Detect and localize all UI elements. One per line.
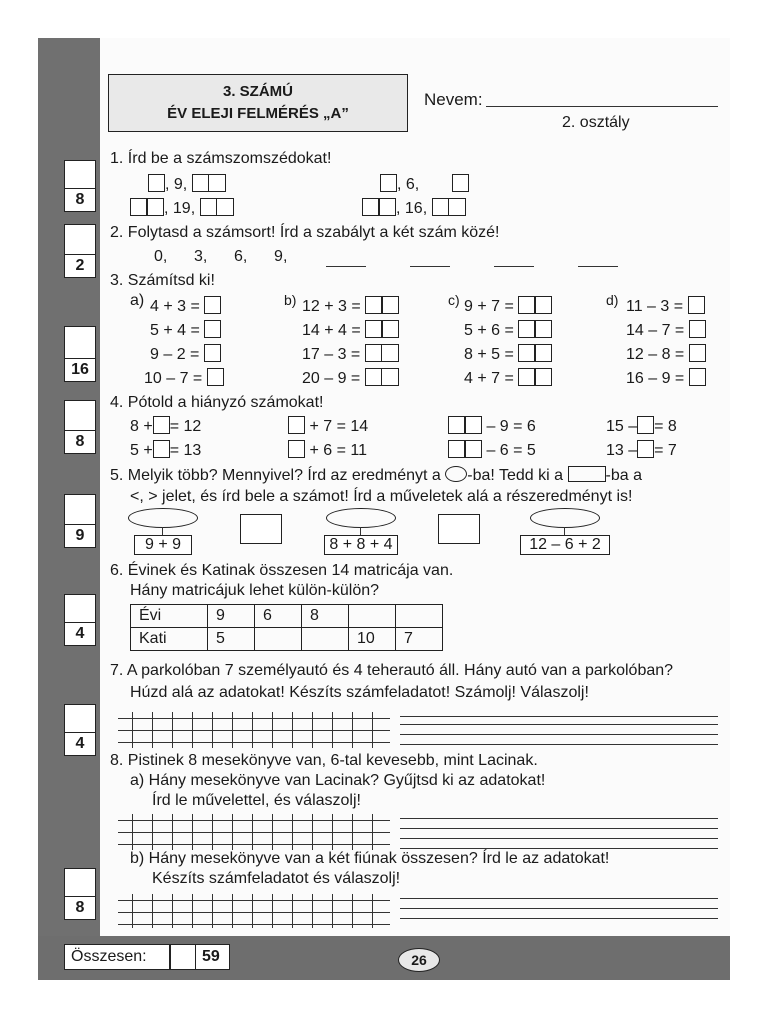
q1-row-a [148, 174, 226, 194]
name-label: Nevem: [424, 90, 483, 109]
q4-text: + 7 = 14 [309, 418, 369, 435]
q1-text: , 19, [164, 200, 196, 217]
q4-r1-a [130, 416, 201, 436]
answer-box[interactable] [637, 416, 654, 434]
q1-row-b [380, 174, 469, 194]
grid-tick [372, 712, 373, 748]
q2-sequence: 0, 3, 6, 9, [154, 248, 288, 265]
answer-box[interactable] [688, 296, 705, 314]
answer-box[interactable] [288, 440, 305, 458]
answer-box[interactable] [365, 320, 399, 338]
grid-tick [172, 814, 173, 850]
q3-expr: 14 – 7 = [626, 322, 685, 339]
q2-label: 2. Folytasd a számsort! Írd a szabályt a két szám közé! [110, 224, 500, 241]
q3-expr: 5 + 4 = [150, 322, 200, 339]
q8b-answer-lines[interactable] [400, 894, 718, 928]
connector-line [360, 527, 361, 535]
q4-label: 4. Pótold a hiányzó számokat! [110, 394, 324, 411]
q3-d3 [626, 344, 706, 364]
grid-tick [132, 894, 133, 928]
q8-b-line1: b) Hány mesekönyve van a két fiúnak összesen? Írd le az adatokat! [130, 850, 610, 867]
q8-a-line2: Írd le művelettel, és válaszolj! [152, 792, 361, 809]
score-q1: 8 [64, 188, 96, 212]
name-line[interactable] [486, 106, 718, 107]
score-q4: 8 [64, 430, 96, 454]
grid-line [118, 820, 390, 821]
q3-c3 [464, 344, 552, 364]
connector-line [564, 527, 565, 535]
q8-a-line1: a) Hány mesekönyve van Lacinak? Gyűjtsd ki az adatokat! [130, 772, 546, 789]
blank-line[interactable] [494, 266, 534, 267]
grid-tick [292, 712, 293, 748]
q4-r1-d [606, 416, 677, 436]
table-row [131, 628, 443, 651]
q4-r2-c [448, 440, 536, 460]
q3-expr: 10 – 7 = [144, 370, 203, 387]
answer-line [400, 848, 718, 849]
grid-line [118, 924, 390, 925]
connector-line [162, 527, 163, 535]
score-q8: 8 [64, 896, 96, 920]
grid-tick [292, 814, 293, 850]
q3-expr: 20 – 9 = [302, 370, 361, 387]
score-box-area [64, 160, 96, 189]
q3-d4 [626, 368, 706, 388]
grid-line [118, 832, 390, 833]
answer-box[interactable] [148, 174, 165, 192]
grid-tick [212, 814, 213, 850]
score-box-area [64, 400, 96, 431]
answer-box[interactable] [153, 416, 170, 434]
title-box [108, 74, 408, 132]
q3-tag-a: a) [130, 292, 145, 309]
answer-box[interactable] [365, 296, 399, 314]
grid-tick [232, 894, 233, 928]
answer-box[interactable] [452, 174, 469, 192]
grid-tick [332, 814, 333, 850]
blank-line[interactable] [326, 266, 366, 267]
q3-expr: 11 – 3 = [626, 298, 684, 315]
blank-line[interactable] [578, 266, 618, 267]
q3-label: 3. Számítsd ki! [110, 272, 215, 289]
grid-tick [132, 712, 133, 748]
q4-text: 8 + [130, 418, 153, 435]
answer-line [400, 908, 718, 909]
grid-tick [352, 894, 353, 928]
answer-box[interactable] [362, 198, 396, 216]
table-cell[interactable]: 7 [396, 628, 443, 651]
page-number: 26 [398, 948, 440, 972]
q3-d2 [626, 320, 706, 340]
grid-tick [312, 814, 313, 850]
q7-label2: Húzd alá az adatokat! Készíts számfeladatot! Számolj! Válaszolj! [130, 684, 589, 701]
q5-text: -ba a [605, 467, 642, 484]
q3-c2 [464, 320, 552, 340]
title-line-1: 3. SZÁMÚ [222, 83, 293, 100]
q4-text: = 7 [654, 442, 677, 459]
table-cell[interactable]: 6 [255, 605, 302, 628]
q7-grid[interactable] [118, 712, 390, 748]
q4-text: – 9 = 6 [486, 418, 536, 435]
table-cell: Évi [131, 605, 208, 628]
class-label: 2. osztály [562, 114, 630, 131]
q3-a3 [150, 344, 214, 364]
grid-tick [252, 712, 253, 748]
answer-line [400, 716, 718, 717]
score-box-area [64, 326, 96, 359]
grid-tick [332, 894, 333, 928]
answer-box[interactable] [518, 368, 552, 386]
score-q2: 2 [64, 254, 96, 278]
expr-box-2: 8 + 8 + 4 [324, 535, 398, 555]
answer-box[interactable] [432, 198, 466, 216]
answer-line [400, 734, 718, 735]
grid-tick [312, 894, 313, 928]
table-cell[interactable]: 8 [302, 605, 349, 628]
q4-text: 13 – [606, 442, 638, 459]
q6-label2: Hány matricájuk lehet külön-külön? [130, 582, 380, 599]
q8b-grid[interactable] [118, 894, 390, 928]
q4-text: + 6 = 11 [309, 442, 367, 459]
q4-r2-d [606, 440, 677, 460]
score-q6: 4 [64, 622, 96, 646]
title-line-2: ÉV ELEJI FELMÉRÉS „A” [167, 105, 349, 122]
q8a-answer-lines[interactable] [400, 814, 718, 850]
q7-answer-lines[interactable] [400, 712, 718, 748]
blank-line[interactable] [410, 266, 450, 267]
grid-tick [152, 814, 153, 850]
q3-a1 [150, 296, 214, 316]
answer-box[interactable] [689, 368, 706, 386]
q6-table [130, 604, 443, 651]
total-label: Összesen: [71, 948, 147, 965]
q3-expr: 4 + 7 = [464, 370, 514, 387]
q7-label1: 7. A parkolóban 7 személyautó és 4 teherautó áll. Hány autó van a parkolóban? [110, 662, 674, 679]
q3-expr: 9 + 7 = [464, 298, 514, 315]
compare-box[interactable] [438, 514, 480, 544]
answer-box[interactable] [204, 320, 221, 338]
score-q3: 16 [64, 358, 96, 382]
answer-box[interactable] [207, 368, 224, 386]
answer-line [400, 828, 718, 829]
grid-tick [192, 894, 193, 928]
q5-line1 [110, 466, 642, 485]
q4-text: 5 + [130, 442, 153, 459]
answer-box[interactable] [200, 198, 234, 216]
q3-expr: 8 + 5 = [464, 346, 514, 363]
answer-box[interactable] [448, 440, 482, 458]
q3-a4 [144, 368, 214, 388]
answer-box[interactable] [153, 440, 170, 458]
q4-text: – 6 = 5 [486, 442, 536, 459]
grid-tick [292, 894, 293, 928]
grid-tick [252, 894, 253, 928]
answer-line [400, 724, 718, 725]
answer-box[interactable] [518, 296, 552, 314]
grid-line [118, 730, 390, 731]
total-value: 59 [202, 948, 220, 965]
grid-tick [152, 712, 153, 748]
answer-box[interactable] [288, 416, 305, 434]
q4-r1-c [448, 416, 536, 436]
q3-expr: 14 + 4 = [302, 322, 361, 339]
grid-tick [172, 894, 173, 928]
q4-text: 15 – [606, 418, 638, 435]
q3-expr: 12 – 8 = [626, 346, 685, 363]
q3-c1 [464, 296, 552, 316]
grid-tick [192, 712, 193, 748]
table-row [131, 605, 443, 628]
grid-tick [312, 712, 313, 748]
score-box-area [64, 704, 96, 733]
grid-tick [352, 712, 353, 748]
score-box-area [64, 868, 96, 897]
q3-b4 [302, 368, 399, 388]
q3-c4 [464, 368, 552, 388]
score-q7: 4 [64, 732, 96, 756]
answer-line [400, 838, 718, 839]
q4-text: = 13 [169, 442, 202, 459]
table-cell[interactable]: 9 [208, 605, 255, 628]
q6-label1: 6. Évinek és Katinak összesen 14 matricája van. [110, 562, 454, 579]
q3-d1 [626, 296, 705, 316]
grid-tick [132, 814, 133, 850]
answer-box[interactable] [380, 174, 397, 192]
grid-tick [172, 712, 173, 748]
answer-oval[interactable] [326, 508, 396, 528]
grid-tick [212, 894, 213, 928]
q3-expr: 17 – 3 = [302, 346, 361, 363]
q3-tag-c: c) [448, 292, 460, 308]
answer-box[interactable] [365, 344, 399, 362]
grid-tick [232, 814, 233, 850]
q3-a2 [150, 320, 214, 340]
score-box-area [64, 224, 96, 255]
q3-expr: 16 – 9 = [626, 370, 685, 387]
q3-b3 [302, 344, 399, 364]
q1-row-d [362, 198, 466, 218]
q5-text: -ba! Tedd ki a [467, 467, 564, 484]
table-cell: Kati [131, 628, 208, 651]
q1-text: , 6, [397, 176, 420, 193]
table-cell[interactable] [396, 605, 443, 628]
answer-oval[interactable] [128, 508, 198, 528]
table-cell[interactable] [349, 605, 396, 628]
q1-text: , 16, [396, 200, 428, 217]
q3-tag-b: b) [284, 292, 297, 308]
expr-box-3: 12 – 6 + 2 [520, 535, 610, 555]
answer-box[interactable] [192, 174, 226, 192]
total-divider [169, 945, 171, 969]
grid-tick [192, 814, 193, 850]
q4-text: = 8 [654, 418, 677, 435]
grid-line [118, 900, 390, 901]
table-cell[interactable]: 10 [349, 628, 396, 651]
q5-line2: <, > jelet, és írd bele a számot! Írd a műveletek alá a részeredményt is! [130, 488, 633, 505]
q1-row-c [130, 198, 234, 218]
q1-label: 1. Írd be a számszomszédokat! [110, 150, 332, 167]
answer-line [400, 818, 718, 819]
grid-tick [272, 894, 273, 928]
q3-b1 [302, 296, 399, 316]
q4-r2-b [288, 440, 367, 460]
answer-oval[interactable] [530, 508, 600, 528]
q3-expr: 4 + 3 = [150, 298, 200, 315]
grid-tick [332, 712, 333, 748]
answer-box[interactable] [448, 416, 482, 434]
q3-expr: 5 + 6 = [464, 322, 514, 339]
grid-tick [352, 814, 353, 850]
answer-box[interactable] [689, 344, 706, 362]
compare-box[interactable] [240, 514, 282, 544]
q5-text: 5. Melyik több? Mennyivel? Írd az eredményt a [110, 467, 441, 484]
q8a-grid[interactable] [118, 814, 390, 850]
oval-icon [445, 466, 467, 482]
q8-b-line2: Készíts számfeladatot és válaszolj! [152, 870, 401, 887]
answer-box[interactable] [637, 440, 654, 458]
grid-line [118, 718, 390, 719]
score-box-area [64, 594, 96, 623]
answer-box[interactable] [518, 320, 552, 338]
grid-tick [272, 814, 273, 850]
grid-tick [252, 814, 253, 850]
grid-line [118, 844, 390, 845]
answer-box[interactable] [204, 296, 221, 314]
answer-box[interactable] [518, 344, 552, 362]
answer-line [400, 898, 718, 899]
total-box [64, 944, 230, 970]
q3-expr: 9 – 2 = [150, 346, 200, 363]
grid-tick [372, 894, 373, 928]
grid-tick [152, 894, 153, 928]
q4-text: = 12 [169, 418, 202, 435]
rectangle-icon [568, 466, 606, 482]
q3-b2 [302, 320, 399, 340]
score-box-area [64, 494, 96, 525]
grid-tick [372, 814, 373, 850]
table-cell[interactable] [302, 628, 349, 651]
q1-text: , 9, [165, 176, 188, 193]
answer-box[interactable] [130, 198, 164, 216]
table-cell[interactable]: 5 [208, 628, 255, 651]
grid-line [118, 742, 390, 743]
grid-tick [272, 712, 273, 748]
q4-r2-a [130, 440, 201, 460]
q3-expr: 12 + 3 = [302, 298, 361, 315]
answer-line [400, 744, 718, 745]
grid-tick [232, 712, 233, 748]
q4-r1-b [288, 416, 368, 436]
score-q5: 9 [64, 524, 96, 548]
table-cell[interactable] [255, 628, 302, 651]
grid-tick [212, 712, 213, 748]
answer-box[interactable] [689, 320, 706, 338]
answer-box[interactable] [365, 368, 399, 386]
answer-box[interactable] [204, 344, 221, 362]
expr-box-1: 9 + 9 [134, 535, 192, 555]
q3-tag-d: d) [606, 292, 619, 308]
grid-line [118, 912, 390, 913]
q8-label1: 8. Pistinek 8 mesekönyve van, 6-tal kevesebb, mint Lacinak. [110, 752, 538, 769]
answer-line [400, 918, 718, 919]
